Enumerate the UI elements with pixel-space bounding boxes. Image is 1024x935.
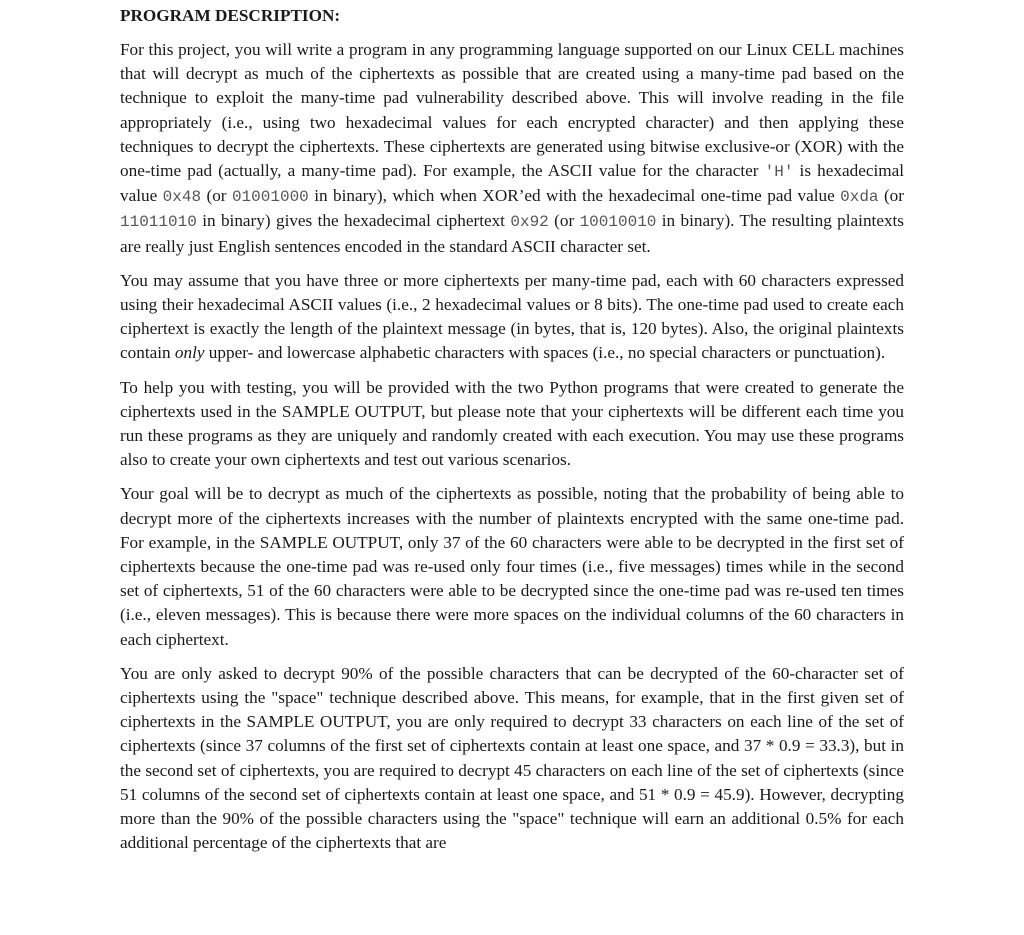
p1-text-4: in binary), which when XOR’ed with the hexadecimal one-time pad value (308, 186, 841, 206)
p1-text-6: in binary) gives the hexadecimal ciphertext (196, 211, 511, 231)
code-char-H: 'H' (764, 163, 794, 182)
paragraph-project-overview (120, 38, 904, 259)
p1-text-3: (or (201, 186, 232, 206)
code-hex-92: 0x92 (510, 213, 549, 232)
code-hex-48: 0x48 (162, 188, 202, 207)
p1-text-1: For this project, you will write a program in any programming language supported on our Linux CELL machines that will decrypt as much of the ciphertexts as possible that are created using a many-time pad based on the technique to exploit the many-time pad vulnerability described above. This will involve reading in the file appropriately (i.e., using two hexadecimal values for each encrypted character) and then applying these techniques to decrypt the ciphertexts. These ciphertexts are generated using bitwise exclusive-or (XOR) with the one-time pad (actually, a many-time pad). For example, the ASCII value for the character (120, 40, 904, 181)
p1-text-7: (or (548, 211, 580, 231)
code-bin-10010010: 10010010 (579, 213, 657, 232)
p2-text-1: You may assume that you have three or more ciphertexts per many-time pad, each with 60 characters expressed using their hexadecimal ASCII values (i.e., 2 hexadecimal values or 8 bits). The one-time pad used to create each ciphertext is exactly the length of the plaintext message (in bytes, that is, 120 bytes). Also, the original plaintexts contain (120, 270, 904, 363)
p1-text-8: in binary). The resulting plaintexts are really just English sentences encoded in the standard ASCII character set. (120, 211, 905, 256)
code-hex-da: 0xda (840, 188, 879, 207)
p2-text-2: upper- and lowercase alphabetic characters with spaces (i.e., no special characters or punctuation). (204, 343, 886, 363)
section-heading: PROGRAM DESCRIPTION: (120, 6, 341, 25)
paragraph-requirements: You are only asked to decrypt 90% of the possible characters that can be decrypted of the 60-character set of ciphertexts using the "space" technique described above. This means, for example, that in the first given set of ciphertexts in the SAMPLE OUTPUT, you are only required to decrypt 33 characters on each line of the set of ciphertexts (since 37 columns of the first set of ciphertexts contain at least one space, and 37 * 0.9 = 33.3), but in the second set of ciphertexts, you are required to decrypt 45 characters on each line of the set of ciphertexts (since 51 columns of the second set of ciphertexts contain at least one space, and 51 * 0.9 = 45.9). However, decrypting more than the 90% of the possible characters using the "space" technique will earn an additional 0.5% for each additional percentage of the ciphertexts that are (120, 663, 904, 853)
code-bin-11011010: 11011010 (120, 213, 197, 232)
paragraph-assumptions (120, 269, 904, 366)
p1-text-2: is hexadecimal value (120, 161, 905, 206)
p1-text-5: (or (878, 186, 904, 206)
p2-emphasis-only: only (174, 343, 205, 363)
code-bin-01001000: 01001000 (231, 188, 309, 207)
paragraph-testing: To help you with testing, you will be provided with the two Python programs that were created to generate the ciphertexts used in the SAMPLE OUTPUT, but please note that your ciphertexts will be different each time you run these programs as they are uniquely and randomly created with each execution. You may use these programs also to create your own ciphertexts and test out various scenarios. (120, 377, 904, 470)
paragraph-goal: Your goal will be to decrypt as much of the ciphertexts as possible, noting that the probability of being able to decrypt more of the ciphertexts increases with the number of plaintexts encrypted with the same one-time pad. For example, in the SAMPLE OUTPUT, only 37 of the 60 characters were able to be decrypted in the first set of ciphertexts because the one-time pad was re-used only four times (i.e., five messages) times while in the second set of ciphertexts, 51 of the 60 characters were able to be decrypted since the one-time pad was re-used ten times (i.e., eleven messages). This is because there were more spaces on the individual columns of the 60 characters in each ciphertext. (120, 484, 904, 649)
document-page (120, 4, 904, 866)
